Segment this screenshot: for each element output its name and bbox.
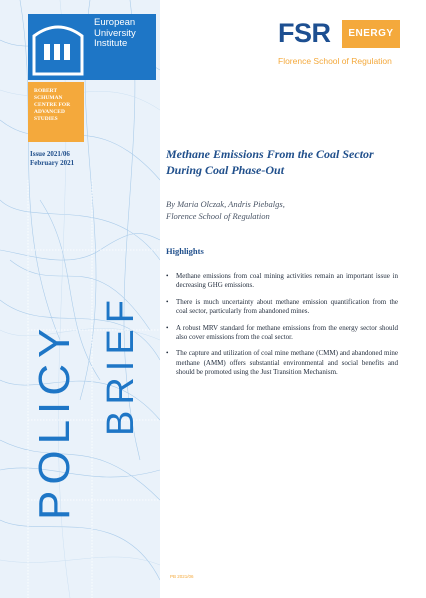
highlight-text: There is much uncertainty about methane emission quantification from the coal sector, particularly from abandoned mines. <box>176 297 398 316</box>
fsr-letters: FSR <box>278 18 331 48</box>
eui-logo <box>28 14 156 80</box>
authors-line: Florence School of Regulation <box>166 211 270 221</box>
title-line: During Coal Phase-Out <box>166 163 285 177</box>
list-item <box>166 272 398 291</box>
authors-line: By Maria Olczak, Andris Piebalgs, <box>166 199 285 209</box>
rscas-line: CENTRE FOR <box>34 102 71 108</box>
title-line: Methane Emissions From the Coal Sector <box>166 147 374 161</box>
rscas-line: ADVANCED <box>34 109 65 115</box>
list-item <box>166 298 398 317</box>
highlights-heading: Highlights <box>166 246 204 256</box>
highlight-text: Methane emissions from coal mining activities remain an important issue in decreasing GHG emissions. <box>176 272 398 290</box>
eui-name-line: University <box>94 27 136 39</box>
eui-name-line: European <box>94 17 136 28</box>
rscas-line: ROBERT <box>34 88 58 94</box>
fsr-energy-logo <box>278 18 400 74</box>
list-item <box>166 349 398 377</box>
bullet-icon: • <box>166 323 169 332</box>
footer-code: PB 2021/06 <box>170 574 194 579</box>
fsr-subtitle: Florence School of Regulation <box>278 56 392 66</box>
brief-word: BRIEF <box>100 294 142 436</box>
fsr-energy-badge: ENERGY <box>342 20 400 48</box>
rscas-line: STUDIES <box>34 116 58 122</box>
issue-number: Issue 2021/06 <box>30 150 70 158</box>
eui-emblem-icon <box>28 14 88 80</box>
rscas-line: SCHUMAN <box>34 95 63 101</box>
cover-side-panel <box>0 0 160 598</box>
bullet-icon: • <box>166 272 169 280</box>
document-title <box>166 146 406 178</box>
issue-info <box>30 150 74 168</box>
rscas-label-block <box>28 82 84 142</box>
eui-name-line: Institute <box>94 38 128 49</box>
list-item <box>166 324 398 343</box>
policy-word: POLICY <box>30 322 79 520</box>
issue-date: February 2021 <box>30 159 75 167</box>
highlight-text: The capture and utilization of coal mine methane (CMM) and abandoned mine methane (AMM) offers substantial environmental and social benefits and should be promoted using the Just Transition Mechanism. <box>176 349 398 377</box>
bullet-icon: • <box>166 297 169 306</box>
highlights-list <box>166 272 398 385</box>
authors <box>166 198 406 222</box>
bullet-icon: • <box>166 349 169 358</box>
highlight-text: A robust MRV standard for methane emissions from the energy sector should also cover emissions from the coal sector. <box>176 323 398 342</box>
eui-name <box>94 18 136 50</box>
